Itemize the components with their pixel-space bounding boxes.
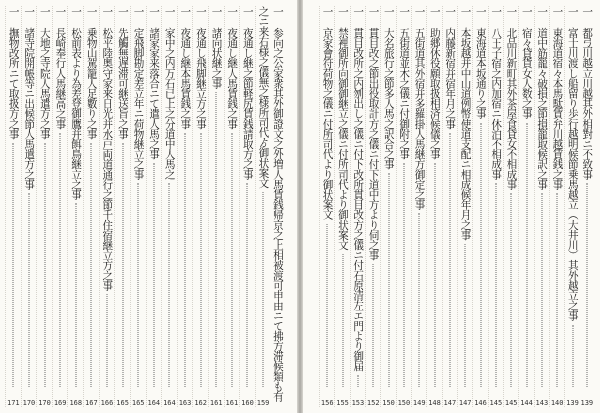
leader-dots	[586, 183, 587, 387]
toc-entry-title: 一 夜通し継本馬賃銭之事	[179, 6, 192, 129]
toc-entry-title: 一 諸向状継之事	[210, 6, 223, 89]
toc-entry	[396, 6, 411, 407]
toc-entry-title: 一 松平陸奥守家来日光并水戸両道通行之節千住宿継立方之事	[101, 6, 114, 291]
leader-dots	[541, 193, 542, 387]
toc-entry-title: 一 長崎奉行人馬継高之事	[54, 6, 67, 129]
toc-entry	[52, 6, 68, 407]
leader-dots	[185, 133, 186, 387]
toc-entry-title: 一 五街道其外宿并多羅掛人馬継方御定之事	[413, 6, 426, 210]
leader-dots	[28, 193, 29, 387]
toc-entry	[549, 6, 564, 407]
toc-page-number: 171	[7, 399, 20, 407]
toc-entry-title: 一 松前表より為差登御鷹并餌鳥継立之事	[70, 6, 83, 200]
leader-dots	[200, 133, 201, 387]
toc-entry-title: 之ニ来右様之儀無之様所司代ゟ御状案文	[257, 6, 270, 188]
toc-entry-title: 一 参向之公家衆其外御證文之外増人馬賃銭帰京之上相被渡可申由ニて拂方滞候類も有	[271, 6, 284, 402]
toc-entry	[580, 6, 594, 407]
leader-dots	[557, 193, 558, 387]
toc-entry	[472, 6, 487, 407]
toc-page-number: 150	[397, 399, 411, 407]
toc-page-number: 163	[178, 399, 192, 407]
leader-dots	[342, 254, 343, 387]
leader-dots	[247, 183, 248, 387]
toc-page-number: 149	[412, 399, 426, 407]
leader-dots	[327, 224, 328, 388]
leader-dots	[169, 183, 170, 387]
toc-entry	[21, 6, 37, 407]
leader-dots	[44, 143, 45, 387]
leader-dots	[106, 294, 107, 387]
toc-entry-title: 一 八王子宿之内加宿ニ休泊不相成事	[490, 6, 503, 180]
toc-entry	[380, 6, 395, 407]
leader-dots	[75, 203, 76, 387]
toc-entry-title: 一 夜通し飛脚継立方之事	[194, 6, 207, 129]
toc-page-number: 165	[116, 399, 129, 407]
leader-dots	[263, 192, 264, 387]
leader-dots	[403, 163, 404, 387]
toc-entry	[224, 6, 240, 407]
toc-entry	[99, 6, 115, 407]
toc-page-number: 143	[535, 399, 549, 407]
toc-entry-title: 一 諸家家来落合ニて遣人馬之事	[148, 6, 161, 159]
toc-entry-title: 一 定飛脚勘定差立年ニ荷物継立之事	[132, 6, 145, 180]
toc-entry	[319, 6, 334, 407]
toc-page-number: 148	[428, 399, 441, 407]
right-page	[303, 0, 600, 413]
toc-entry-title: 一 東海道本坂通り之事	[474, 6, 487, 119]
leader-dots	[13, 143, 14, 387]
toc-entry	[503, 6, 518, 407]
leader-dots	[495, 183, 496, 387]
toc-page-number: 147	[443, 399, 457, 407]
leader-dots	[526, 123, 527, 388]
toc-page-number: 139	[566, 399, 579, 407]
leader-dots	[449, 133, 450, 387]
toc-page-number: 165	[131, 399, 145, 407]
toc-entry	[83, 6, 99, 407]
toc-entry	[334, 6, 349, 407]
toc-page-number: 139	[580, 399, 594, 407]
toc-entry-title: 一 宿々貸貨女人数之事	[520, 6, 533, 119]
leader-dots	[480, 123, 481, 388]
toc-page-number: 159	[256, 399, 270, 407]
toc-entry-title: 一 都弖川越立川越其外相對ニ不致事	[581, 6, 594, 180]
toc-page-number: 166	[100, 399, 114, 407]
toc-entry	[208, 6, 224, 407]
toc-entry-title: 一 東海道宿々本馬駄賃弁川越賃銭之事	[551, 6, 564, 190]
leader-dots	[122, 143, 123, 387]
toc-entry-title: 一 京家會符荷物之儀ニ付所司代より御状案文	[321, 6, 334, 220]
leader-dots	[373, 264, 374, 387]
toc-entry-title: 一 諸寺院開帳等ニ出候節人馬遣方之事	[23, 6, 36, 190]
toc-entry	[5, 6, 21, 407]
toc-entry-title: 一 道中筋籠々破損之節損籠取候訳之事	[536, 6, 549, 190]
toc-page-number: 155	[336, 399, 349, 407]
toc-entry	[411, 6, 426, 407]
toc-entry	[350, 6, 365, 407]
toc-entry	[270, 6, 285, 407]
toc-entry-title: 一 貫目改所之内刎出し之儀ニ付下改所貫目改方之儀ニ付石原清左エ門より御届	[352, 6, 365, 371]
toc-entry-title: 一 撫物改所ニて取扱方之事	[7, 6, 20, 139]
toc-page-number: 162	[194, 399, 207, 407]
toc-entry	[457, 6, 472, 407]
toc-entry	[192, 6, 208, 407]
leader-dots	[153, 163, 154, 387]
toc-entry-title: 一 北品川新町其外茶屋食貸女不相成事	[505, 6, 518, 190]
toc-page-number: 152	[366, 399, 380, 407]
toc-entry	[177, 6, 193, 407]
toc-entry-title: 一 内藤新宿并宿年月之事	[444, 6, 457, 129]
toc-entry	[442, 6, 457, 407]
toc-page-number: 161	[225, 399, 239, 407]
leader-dots	[60, 133, 61, 387]
toc-entry-title: 一 富士川渡し船留り歩行越明候節乗馬越立（大井川）其外越立之事	[566, 6, 579, 321]
toc-entry-title: 一 五街道並木之儀ニ付御附之事	[398, 6, 411, 159]
leader-dots	[465, 244, 466, 387]
toc-page-number: 164	[147, 399, 161, 407]
toc-entry	[426, 6, 441, 407]
leader-dots	[434, 163, 435, 387]
left-page	[0, 0, 297, 413]
toc-page-number: 160	[241, 399, 254, 407]
toc-entry-title: 一 大地之寺院人馬遣方之事	[38, 6, 51, 139]
toc-entry-title: 一 本坂越并中山道例幣使道支配ニ相成候年月之事	[459, 6, 472, 240]
toc-entry	[161, 6, 177, 407]
toc-entry-title: 一 夜通し継人馬賃銭之事	[226, 6, 239, 129]
toc-entry-title: 一 乗物山駕籠人足數り之事	[85, 6, 98, 139]
leader-dots	[357, 375, 358, 387]
toc-page-number: 153	[351, 399, 365, 407]
toc-page-number: 161	[209, 399, 223, 407]
leader-dots	[91, 143, 92, 387]
toc-page-number: 164	[163, 399, 176, 407]
toc-entry-title: 一 禁裡御所向御御継立之儀ニ付所司代より御状案文	[336, 6, 349, 250]
toc-entry	[488, 6, 503, 407]
toc-page-number: 169	[53, 399, 67, 407]
toc-entry-title: 一 貫目改之節出役取計方之儀ニ付下道中方より伺之事	[367, 6, 380, 260]
toc-page-number: 156	[320, 399, 334, 407]
toc-entry	[130, 6, 146, 407]
toc-entry	[239, 6, 255, 407]
toc-entry	[534, 6, 549, 407]
toc-entry-title: 一 家中之内万石已上之分道中人馬之	[163, 6, 176, 180]
right-toc-columns	[319, 6, 594, 407]
leader-dots	[572, 325, 573, 388]
toc-entry	[36, 6, 52, 407]
leader-dots	[216, 92, 217, 387]
toc-entry	[114, 6, 130, 407]
toc-entry-title: 一 先觸無遅滞可継送旨之事	[116, 6, 129, 139]
toc-entry	[67, 6, 83, 407]
toc-page-number: 147	[458, 399, 472, 407]
toc-page-number: 167	[85, 399, 98, 407]
toc-page-number: 144	[520, 399, 533, 407]
leader-dots	[138, 183, 139, 387]
toc-entry-title: 一 助郷休役願取扱相済候儀之事	[428, 6, 441, 159]
left-toc-columns	[5, 6, 285, 407]
toc-page-number: 145	[504, 399, 518, 407]
toc-entry-title: 一 夜通し継之節軽尻賃銭請取方之事	[241, 6, 254, 180]
toc-page-number: 146	[474, 399, 487, 407]
toc-entry-title: 一 大名旅行之節多人馬之訳合之事	[382, 6, 395, 169]
toc-page-number: 140	[550, 399, 564, 407]
toc-page-number: 170	[22, 399, 36, 407]
toc-entry	[518, 6, 533, 407]
toc-entry	[564, 6, 579, 407]
toc-entry	[255, 6, 271, 407]
toc-page-number: 145	[489, 399, 503, 407]
toc-page-number: 168	[69, 399, 83, 407]
toc-page-number: 170	[38, 399, 51, 407]
leader-dots	[511, 193, 512, 387]
leader-dots	[388, 173, 389, 387]
leader-dots	[231, 133, 232, 387]
leader-dots	[419, 213, 420, 387]
toc-entry	[365, 6, 380, 407]
toc-page-number: 150	[382, 399, 395, 407]
toc-entry	[146, 6, 162, 407]
